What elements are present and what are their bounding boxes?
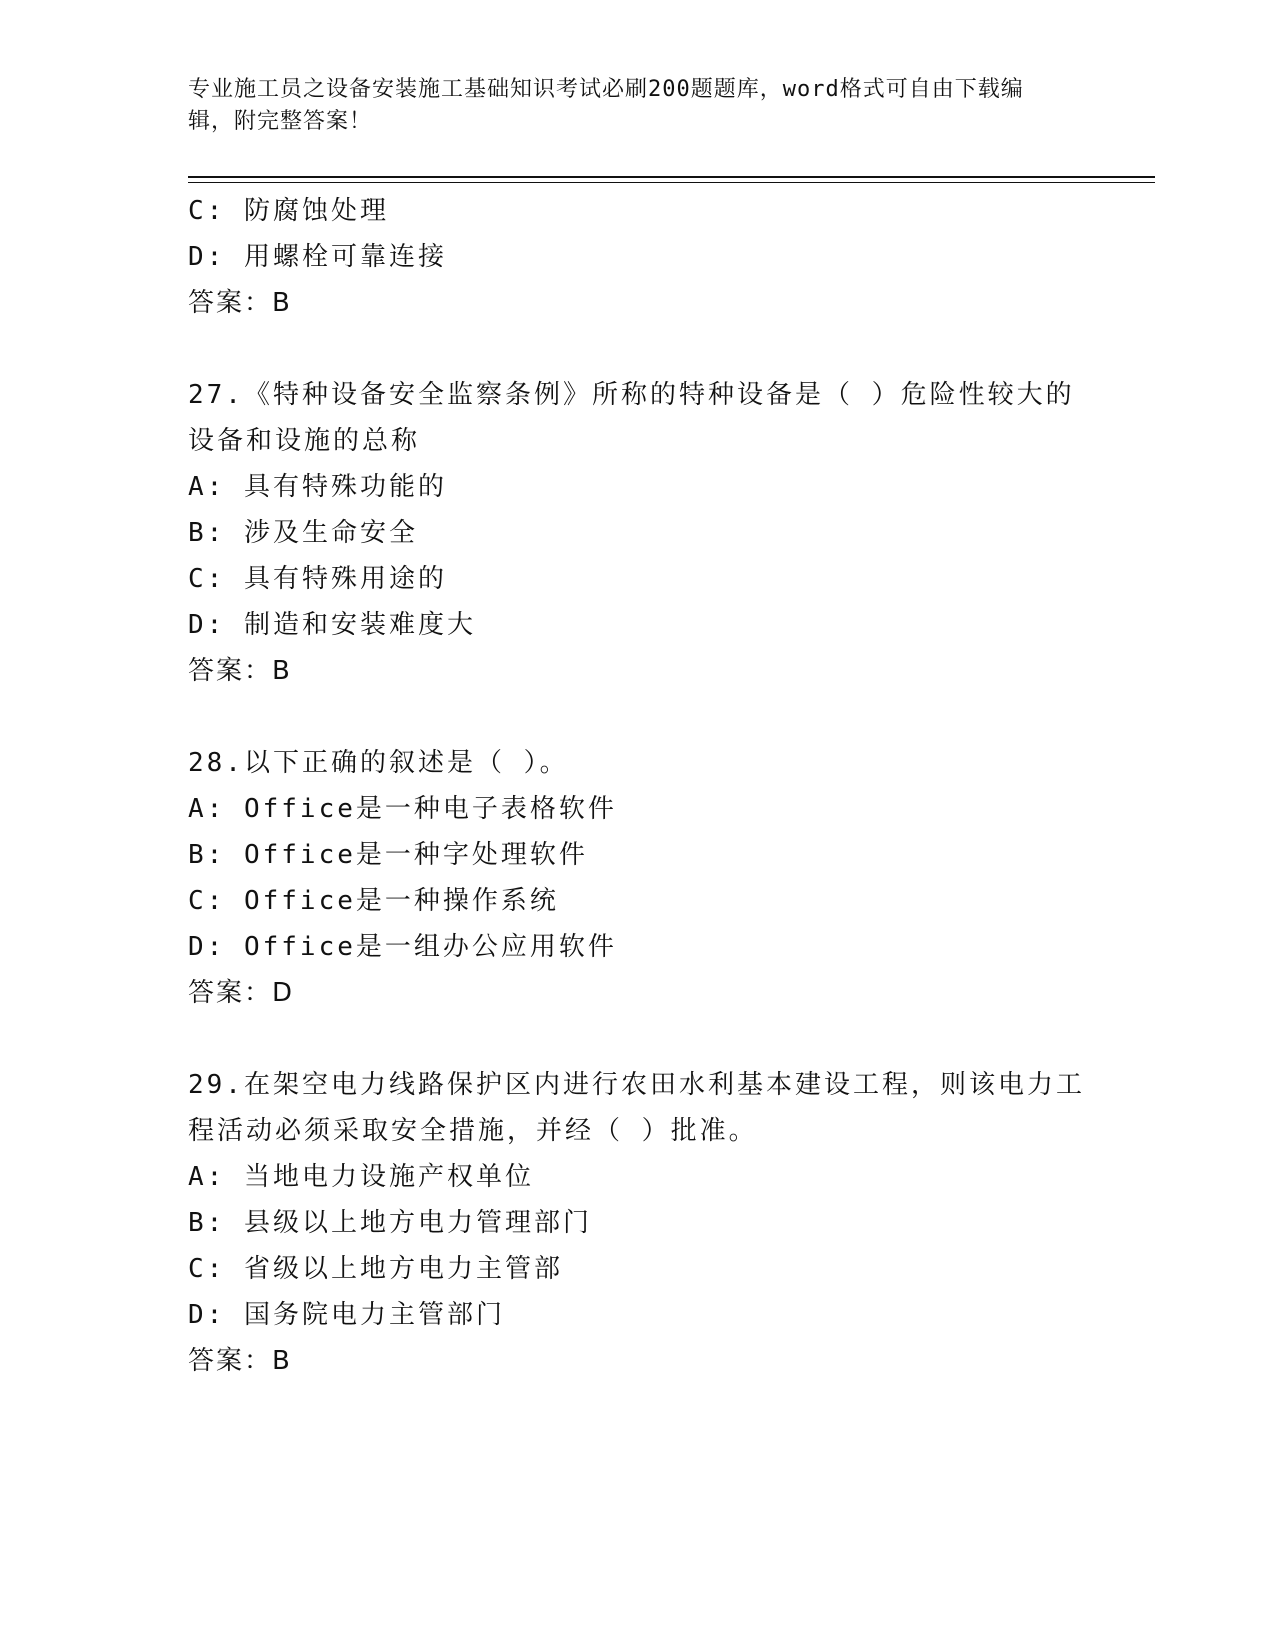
header-rule-thin bbox=[188, 182, 1155, 183]
option-a: A: 具有特殊功能的 bbox=[188, 472, 447, 502]
option-c: C: 省级以上地方电力主管部 bbox=[188, 1254, 563, 1284]
spacer bbox=[188, 326, 1088, 372]
question-28 bbox=[188, 740, 1088, 1016]
page-header: 专业施工员之设备安装施工基础知识考试必刷200题题库，word格式可自由下载编辑，附完整答案！ bbox=[188, 77, 1024, 134]
option-d: D: 制造和安装难度大 bbox=[188, 610, 476, 640]
option-b: B: Office是一种字处理软件 bbox=[188, 840, 588, 870]
spacer bbox=[188, 694, 1088, 740]
option-c: C: 防腐蚀处理 bbox=[188, 196, 389, 226]
option-d: D: 国务院电力主管部门 bbox=[188, 1300, 505, 1330]
option-b: B: 涉及生命安全 bbox=[188, 518, 418, 548]
answer-label: 答案：B bbox=[188, 288, 292, 318]
option-c: C: 具有特殊用途的 bbox=[188, 564, 447, 594]
spacer bbox=[188, 1016, 1088, 1062]
option-c: C: Office是一种操作系统 bbox=[188, 886, 559, 916]
question-text: 28.以下正确的叙述是（ ）。 bbox=[188, 748, 569, 778]
option-d: D: 用螺栓可靠连接 bbox=[188, 242, 447, 272]
question-text: 27.《特种设备安全监察条例》所称的特种设备是（ ）危险性较大的设备和设施的总称 bbox=[188, 380, 1075, 456]
option-b: B: 县级以上地方电力管理部门 bbox=[188, 1208, 592, 1238]
answer-label: 答案：B bbox=[188, 1346, 292, 1376]
question-27 bbox=[188, 372, 1088, 694]
question-text: 29.在架空电力线路保护区内进行农田水利基本建设工程，则该电力工程活动必须采取安全措施，并经（ ）批准。 bbox=[188, 1070, 1085, 1146]
option-a: A: 当地电力设施产权单位 bbox=[188, 1162, 534, 1192]
answer-label: 答案：B bbox=[188, 656, 292, 686]
answer-label: 答案：D bbox=[188, 978, 295, 1008]
question-29 bbox=[188, 1062, 1088, 1384]
header-rule-thick bbox=[188, 176, 1155, 178]
option-d: D: Office是一组办公应用软件 bbox=[188, 932, 617, 962]
question-list bbox=[188, 188, 1088, 1384]
option-a: A: Office是一种电子表格软件 bbox=[188, 794, 617, 824]
